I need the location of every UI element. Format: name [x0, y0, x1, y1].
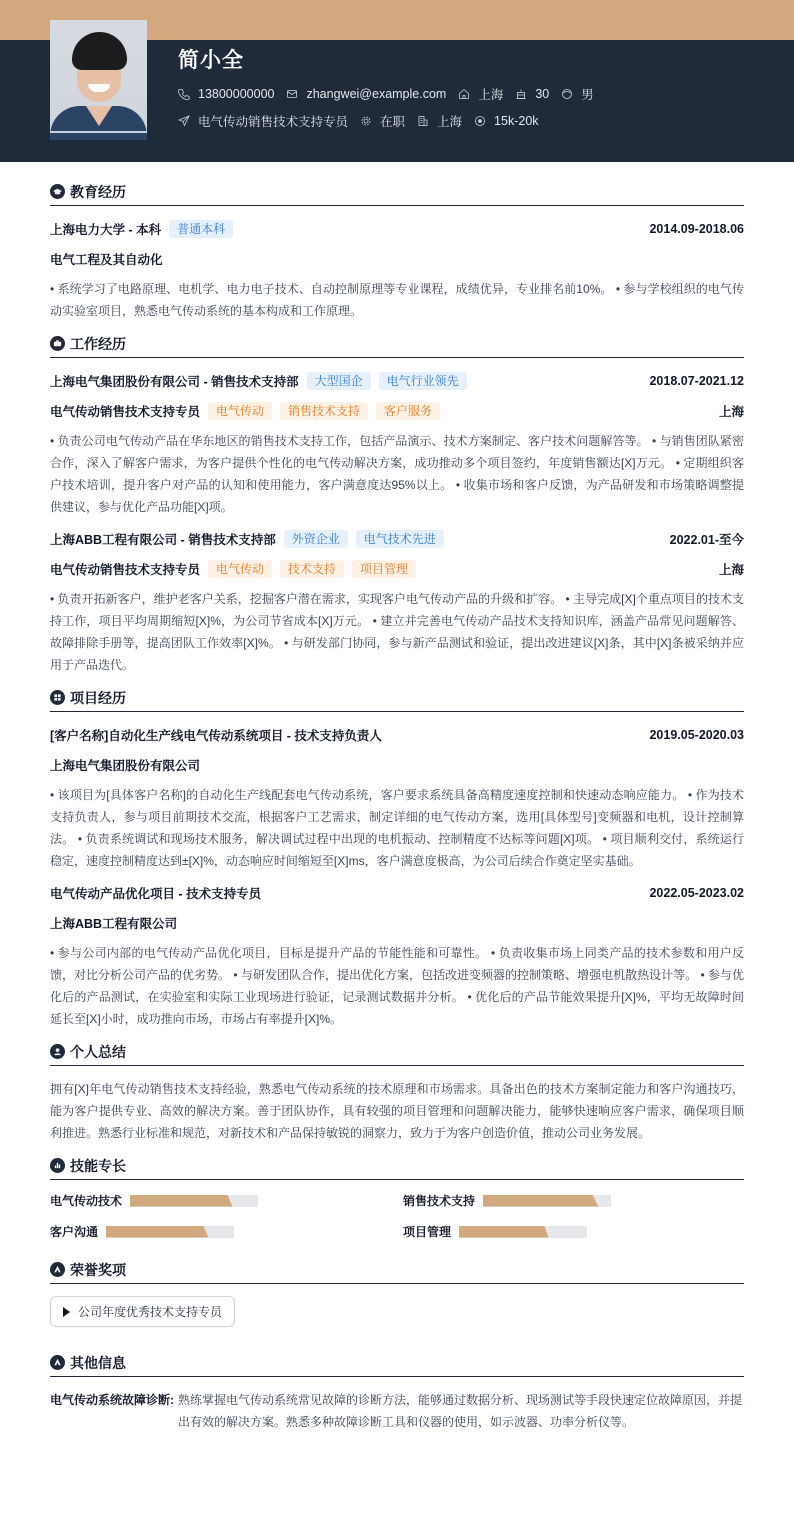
gender-icon: [561, 88, 573, 100]
education-header-row: [50, 218, 744, 240]
job-title: 电气传动销售技术支持专员: [50, 563, 201, 577]
bar-chart-icon: [50, 1158, 65, 1173]
cake-icon: [515, 88, 527, 100]
skill-bar: [106, 1226, 234, 1238]
work-role-row: [50, 400, 744, 422]
project-title: 电气传动产品优化项目 - 技术支持专员: [50, 887, 262, 901]
major-row: [50, 248, 744, 270]
major: 电气工程及其自动化: [50, 253, 163, 267]
profile-header: [0, 40, 794, 162]
salary-item: [474, 114, 538, 128]
company-tag: 外资企业: [284, 530, 348, 548]
other-value: 熟练掌握电气传动系统常见故障的诊断方法，能够通过数据分析、现场测试等手段快速定位故障原因，并提出有效的解决方案。熟悉多种故障诊断工具和仪器的使用，如示波器、功率分析仪等。: [178, 1393, 743, 1429]
skill-bar: [483, 1195, 611, 1207]
salary-text: 15k-20k: [494, 114, 539, 128]
skill-name: 项目管理: [403, 1225, 452, 1239]
age-item: [515, 87, 549, 101]
skill-bar-fill: [130, 1195, 232, 1207]
work-location: 上海: [718, 563, 744, 577]
role-tag: 销售技术支持: [280, 402, 368, 420]
status-item: [360, 112, 405, 130]
work-company-row: [50, 528, 744, 550]
award-label: 公司年度优秀技术支持专员: [78, 1305, 223, 1319]
work-role-group: [50, 402, 440, 420]
section-title: 荣誉奖项: [70, 1261, 126, 1278]
position-item: [178, 112, 348, 130]
skill-item: [403, 1192, 744, 1209]
phone-icon: [178, 88, 190, 100]
phone-text: 13800000000: [198, 87, 275, 101]
project-title-row: [50, 724, 744, 746]
project-company-row: [50, 912, 744, 934]
skills-grid: [50, 1192, 744, 1240]
section-title: 技能专长: [70, 1157, 126, 1174]
summary-section: [50, 1040, 744, 1144]
graduation-cap-icon: [50, 184, 65, 199]
avatar: [50, 20, 147, 140]
skill-bar-fill: [106, 1226, 208, 1238]
school-name: 上海电力大学 - 本科: [50, 223, 162, 237]
award-icon: [50, 1262, 65, 1277]
work-role-group: [50, 560, 416, 578]
company-tag: 大型国企: [307, 372, 371, 390]
education-entry: [50, 218, 744, 322]
skill-item: [50, 1192, 403, 1209]
home-icon: [458, 88, 470, 100]
work-role-row: [50, 558, 744, 580]
project-entry: [50, 882, 744, 1030]
other-section: [50, 1351, 744, 1433]
hometown-item: [458, 85, 503, 103]
projects-section: [50, 686, 744, 1030]
salary-icon: [474, 115, 486, 127]
skills-section: [50, 1154, 744, 1240]
skill-bar: [130, 1195, 258, 1207]
award-item[interactable]: [50, 1296, 235, 1327]
triangle-right-icon: [63, 1307, 70, 1317]
send-icon: [178, 115, 190, 127]
section-title: 教育经历: [70, 183, 126, 200]
target-city-text: 上海: [437, 115, 463, 129]
project-date: 2022.05-2023.02: [649, 886, 744, 900]
company-name: 上海电气集团股份有限公司 - 销售技术支持部: [50, 375, 299, 389]
role-tag: 电气传动: [208, 402, 272, 420]
section-title: 工作经历: [70, 335, 126, 352]
work-company-group: [50, 372, 467, 390]
work-entry: [50, 370, 744, 518]
project-date: 2019.05-2020.03: [649, 728, 744, 742]
project-title: [客户名称]自动化生产线电气传动系统项目 - 技术支持负责人: [50, 729, 382, 743]
company-name: 上海ABB工程有限公司 - 销售技术支持部: [50, 533, 276, 547]
project-company-row: [50, 754, 744, 776]
role-tag: 客户服务: [376, 402, 440, 420]
section-title: 项目经历: [70, 689, 126, 706]
project-description: • 该项目为[具体客户名称]的自动化生产线配套电气传动系统，客户要求系统具备高精度速度控制和快速动态响应能力。 • 作为技术支持负责人，参与项目前期技术交流，根据客户工艺需求，制定详细的电气传动方案，选用[具体型号]变频器和电机，设计控制算法。 • 负责系统调试和现场技术服务，解决调试过程中出现的电机振动、控制精度不达标等问题[X]项。 • 项目顺利交付，系统运行稳定，速度控制精度达到±[X]%，动态响应时间缩短至[X]ms，客户满意度极高，为公司后续合作奠定坚实基础。: [50, 788, 744, 868]
skill-bar-fill: [483, 1195, 598, 1207]
section-header: [50, 332, 744, 358]
project-description: • 参与公司内部的电气传动产品优化项目，目标是提升产品的节能性能和可靠性。 • 负责收集市场上同类产品的技术参数和用户反馈，对比分析公司产品的优劣势。 • 与研发团队合作，提出优化方案，包括改进变频器的控制策略、增强电机散热设计等。 • 参与优化后的产品测试，在实验室和实际工业现场进行验证，记录测试数据并分析。 • 优化后的产品节能效果提升[X]%，平均无故障时间延长至[X]小时，成功推向市场，市场占有率提升[X]%。: [50, 946, 744, 1026]
hometown-text: 上海: [478, 88, 504, 102]
email-item: [286, 87, 446, 101]
candidate-name: 简小全: [178, 49, 244, 72]
skill-bar-fill: [459, 1226, 549, 1238]
education-title-group: [50, 220, 233, 238]
skill-name: 销售技术支持: [403, 1194, 476, 1208]
company-tag: 电气行业领先: [379, 372, 467, 390]
contact-row: [178, 85, 606, 103]
role-tag: 项目管理: [352, 560, 416, 578]
gender-text: 男: [581, 88, 594, 102]
project-company: 上海电气集团股份有限公司: [50, 759, 201, 773]
honors-section: [50, 1258, 744, 1341]
project-title-row: [50, 882, 744, 904]
degree-tag: 普通本科: [169, 220, 233, 238]
role-tag: 电气传动: [208, 560, 272, 578]
grid-icon: [50, 690, 65, 705]
section-header: [50, 1154, 744, 1180]
section-header: [50, 1040, 744, 1066]
work-date: 2022.01-至今: [669, 533, 744, 547]
award-icon: [50, 1355, 65, 1370]
section-header: [50, 1258, 744, 1284]
skill-item: [50, 1223, 403, 1240]
section-title: 个人总结: [70, 1043, 126, 1060]
user-icon: [50, 1044, 65, 1059]
work-date: 2018.07-2021.12: [649, 374, 744, 388]
summary-text: 拥有[X]年电气传动销售技术支持经验，熟悉电气传动系统的技术原理和市场需求。具备出色的技术方案制定能力和客户沟通技巧，能为客户提供专业、高效的解决方案。善于团队协作，具有较强的项目管理和问题解决能力，能够快速响应客户需求，确保项目顺利推进。熟悉行业标准和规范，对新技术和产品保持敏锐的洞察力，致力于为客户创造价值，推动公司业务发展。: [50, 1082, 744, 1140]
other-key: 电气传动系统故障诊断:: [50, 1393, 174, 1407]
section-title: 其他信息: [70, 1354, 126, 1371]
company-tag: 电气技术先进: [356, 530, 444, 548]
job-intent-row: [178, 112, 551, 130]
work-location: 上海: [718, 405, 744, 419]
section-header: [50, 1351, 744, 1377]
role-tag: 技术支持: [280, 560, 344, 578]
city-item: [417, 112, 462, 130]
section-header: [50, 180, 744, 206]
project-entry: [50, 724, 744, 872]
status-text: 在职: [380, 115, 406, 129]
building-icon: [417, 115, 429, 127]
job-title: 电气传动销售技术支持专员: [50, 405, 201, 419]
gear-icon: [360, 115, 372, 127]
section-header: [50, 686, 744, 712]
skill-name: 电气传动技术: [50, 1194, 123, 1208]
gender-item: [561, 85, 594, 103]
work-section: [50, 332, 744, 676]
education-section: [50, 180, 744, 322]
email-icon: [286, 88, 298, 100]
skill-bar: [459, 1226, 587, 1238]
education-date: 2014.09-2018.06: [649, 222, 744, 236]
work-company-row: [50, 370, 744, 392]
phone-item: [178, 87, 274, 101]
skill-item: [403, 1223, 744, 1240]
resume-body: [0, 162, 794, 1433]
target-position-text: 电气传动销售技术支持专员: [198, 115, 349, 129]
briefcase-icon: [50, 336, 65, 351]
age-text: 30: [535, 87, 550, 101]
work-description: • 负责开拓新客户，维护老客户关系，挖掘客户潜在需求，实现客户电气传动产品的升级和扩容。 • 主导完成[X]个重点项目的技术支持工作，项目平均周期缩短[X]%，为公司节省成本[X]万元。 • 建立并完善电气传动产品技术支持知识库，涵盖产品常见问题解答、故障排除手册等，提高团队工作效率[X]%。 • 与研发部门协同，参与新产品测试和验证，提出改进建议[X]条，其中[X]条被采纳并应用于产品迭代。: [50, 592, 744, 672]
project-company: 上海ABB工程有限公司: [50, 917, 178, 931]
work-entry: [50, 528, 744, 676]
work-company-group: [50, 530, 444, 548]
skill-name: 客户沟通: [50, 1225, 99, 1239]
email-text: zhangwei@example.com: [306, 87, 447, 101]
other-item: [50, 1389, 744, 1433]
education-description: • 系统学习了电路原理、电机学、电力电子技术、自动控制原理等专业课程，成绩优异，专业排名前10%。 • 参与学校组织的电气传动实验室项目，熟悉电气传动系统的基本构成和工作原理。: [50, 282, 744, 318]
work-description: • 负责公司电气传动产品在华东地区的销售技术支持工作，包括产品演示、技术方案制定、客户技术问题解答等。 • 与销售团队紧密合作，深入了解客户需求，为客户提供个性化的电气传动解决方案，成功推动多个项目签约，年度销售额达[X]万元。 • 定期组织客户技术培训，提升客户对产品的认知和使用能力，客户满意度达95%以上。 • 收集市场和客户反馈，为产品研发和市场策略调整提供建议，参与优化产品功能[X]项。: [50, 434, 744, 514]
